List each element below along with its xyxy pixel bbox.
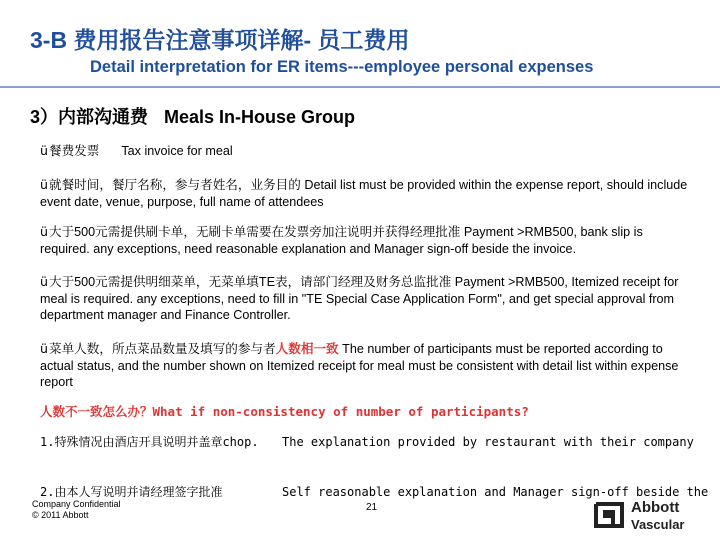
- item-text: 就餐时间，餐厅名称，参与者姓名，业务目的 Detail list must be provided within the expense report, should include event date, venue, purpose, full name of attendees: [40, 178, 688, 209]
- check-icon: ü: [40, 143, 48, 158]
- question-heading: 人数不一致怎么办？What if non-consistency of number of participants?: [40, 404, 529, 419]
- list-item: [40, 177, 690, 210]
- item-highlight: 人数相一致: [275, 342, 339, 356]
- item-label-en: Tax invoice for meal: [121, 144, 233, 158]
- page-title: 3-B 费用报告注意事项详解- 员工费用: [30, 27, 410, 53]
- abbott-logo-icon: [594, 500, 624, 528]
- logo-division: Vascular: [631, 517, 685, 532]
- item-text-pre: 菜单人数，所点菜品数量及填写的参与者: [48, 342, 276, 356]
- section-heading-en: Meals In-House Group: [164, 107, 356, 127]
- section-heading-cn: 3）内部沟通费: [30, 107, 149, 127]
- item-label-cn: 餐费发票: [48, 144, 100, 158]
- item-text: 大于500元需提供刷卡单，无刷卡单需要在发票旁加注说明并获得经理批准 Payment >RMB500, bank slip is required. any exceptions, need reasonable explanation and Manager sign-off beside the invoice.: [40, 225, 643, 256]
- table-cell-cn: 2.由本人写说明并请经理签字批准: [40, 485, 223, 499]
- check-icon: ü: [40, 177, 48, 192]
- footer: [32, 499, 121, 521]
- item-text-post: The number of participants must be reported according to actual status, and the number shown on Itemized receipt for meal must be consistent with detail list within expense report: [40, 342, 679, 389]
- footer-confidential: Company Confidential: [32, 499, 121, 509]
- list-item: [40, 224, 690, 257]
- list-item: [40, 274, 690, 324]
- page-number: 21: [366, 502, 378, 513]
- logo-brand: Abbott: [631, 499, 680, 516]
- table-cell-en: The explanation provided by restaurant with their company: [282, 435, 694, 449]
- check-icon: ü: [40, 274, 48, 289]
- footer-copyright: © 2011 Abbott: [32, 510, 89, 520]
- list-item: [40, 341, 690, 391]
- table-cell-en: Self reasonable explanation and Manager sign-off beside the: [282, 485, 709, 499]
- header-divider: [0, 86, 720, 88]
- section-heading: [30, 103, 355, 129]
- item-text: 大于500元需提供明细菜单，无菜单填TE表，请部门经理及财务总监批准 Payment >RMB500, Itemized receipt for meal is required. any exceptions, need to fill in "TE Special Case Application Form", and get special approval from department manager and Finance Controller.: [40, 275, 679, 322]
- check-icon: ü: [40, 224, 48, 239]
- check-icon: ü: [40, 341, 48, 356]
- table-cell-cn: 1.特殊情况由酒店开具说明并盖章chop.: [40, 435, 259, 449]
- list-item: [40, 143, 690, 160]
- page-subtitle: Detail interpretation for ER items---employee personal expenses: [90, 58, 594, 76]
- abbott-logo: [594, 496, 714, 536]
